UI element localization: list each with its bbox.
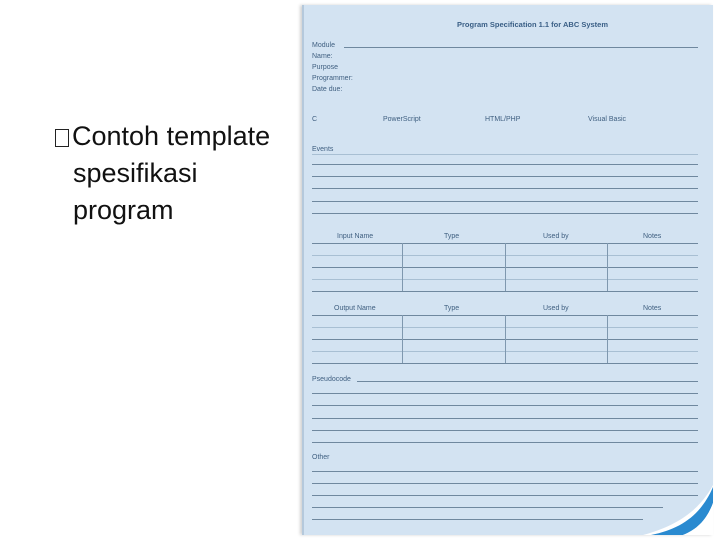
field-label-programmer: Programmer: [312, 75, 353, 82]
pseudocode-line [312, 418, 698, 419]
program-spec-form [302, 5, 713, 535]
language-option-c: C [312, 116, 318, 123]
events-line [312, 188, 698, 189]
output-table-header-type: Type [444, 305, 460, 312]
form-title: Program Specification 1.1 for ABC System [456, 20, 608, 29]
pseudocode-line [312, 430, 698, 431]
output-table-header-used-by: Used by [543, 305, 569, 312]
output-table-divider [505, 315, 506, 363]
other-line [312, 483, 698, 484]
other-label: Other [312, 454, 330, 461]
output-table-header-notes: Notes [643, 305, 662, 312]
input-table-header-name: Input Name [337, 233, 374, 240]
other-line [312, 519, 643, 520]
output-table-line [312, 363, 698, 364]
pseudocode-line [357, 381, 698, 382]
events-label: Events [312, 146, 334, 153]
input-table-header-notes: Notes [643, 233, 662, 240]
output-table-header-name: Output Name [334, 305, 376, 312]
slide-bullet-text [55, 118, 290, 229]
input-table-header-type: Type [444, 233, 460, 240]
other-line [312, 471, 698, 472]
language-option-visual-basic: Visual Basic [588, 116, 627, 123]
module-underline [344, 47, 698, 48]
bullet-line-3: program [73, 195, 174, 225]
events-line [312, 213, 698, 214]
other-line [312, 495, 698, 496]
bullet-square-icon [55, 129, 69, 147]
input-table-line [312, 291, 698, 292]
field-label-module: Module [312, 42, 335, 49]
output-table-divider [402, 315, 403, 363]
output-table-divider [607, 315, 608, 363]
pseudocode-line [312, 405, 698, 406]
pseudocode-label: Pseudocode [312, 376, 351, 383]
events-line [312, 164, 698, 165]
events-line [312, 154, 698, 155]
bullet-line-2: spesifikasi [73, 158, 198, 188]
field-label-name: Name: [312, 53, 333, 60]
pseudocode-line [312, 442, 698, 443]
field-label-purpose: Purpose [312, 64, 339, 71]
other-line [312, 507, 663, 508]
pseudocode-line [312, 393, 698, 394]
page-curl-icon [643, 485, 713, 535]
bullet-line-1: Contoh template [55, 118, 290, 155]
input-table-divider [607, 243, 608, 291]
field-label-date-due: Date due: [312, 86, 343, 93]
input-table-divider [505, 243, 506, 291]
events-line [312, 201, 698, 202]
events-line [312, 176, 698, 177]
language-option-html-php: HTML/PHP [485, 116, 521, 123]
language-option-powerscript: PowerScript [383, 116, 421, 123]
input-table-divider [402, 243, 403, 291]
input-table-header-used-by: Used by [543, 233, 569, 240]
